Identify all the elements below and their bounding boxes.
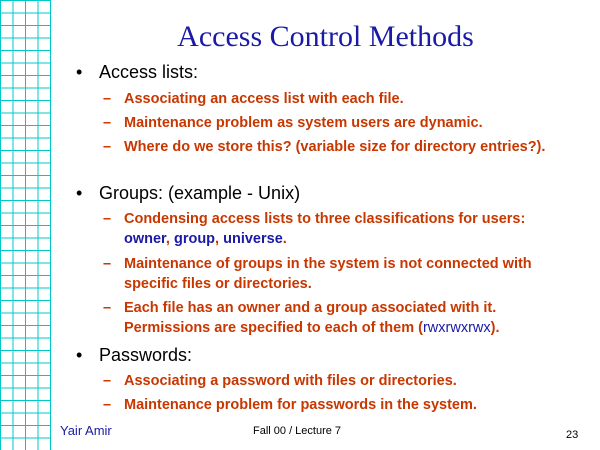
owner-keyword: owner bbox=[124, 230, 166, 247]
dash-icon: – bbox=[103, 211, 112, 227]
group-keyword: group bbox=[173, 230, 216, 247]
bullet-text: Passwords: bbox=[99, 345, 193, 365]
permissions-string: rwxrwxrwx bbox=[422, 319, 491, 336]
dash-icon: – bbox=[103, 256, 112, 272]
footer-lecture: Fall 00 / Lecture 7 bbox=[253, 425, 342, 437]
sub-bullet-text: Maintenance problem as system users are dynamic. bbox=[124, 115, 483, 131]
sub-bullet bbox=[103, 210, 563, 249]
dash-icon: – bbox=[103, 139, 112, 155]
bullet-text: Access lists: bbox=[99, 62, 199, 82]
universe-keyword: universe bbox=[223, 230, 283, 247]
sub-bullet-text: Maintenance of groups in the system is not connected with specific files or directories. bbox=[124, 256, 532, 292]
dash-icon: – bbox=[103, 91, 112, 107]
dash-icon: – bbox=[103, 373, 112, 389]
sub-bullet-text: Where do we store this? (variable size for directory entries?). bbox=[124, 139, 546, 155]
bullet-text: Groups: (example - Unix) bbox=[99, 183, 301, 203]
sub-bullet bbox=[103, 255, 563, 294]
sub-bullet bbox=[103, 114, 563, 134]
page-number: 23 bbox=[566, 429, 579, 441]
sub-bullet-text: Each file has an owner and a group associated with it. Permissions are specified to each of them (rwxrwxrwx). bbox=[124, 300, 500, 336]
slide-title: Access Control Methods bbox=[177, 20, 474, 53]
sub-bullet-text: Condensing access lists to three classifications for users: owner, group, universe. bbox=[124, 211, 526, 247]
sub-bullet bbox=[103, 138, 563, 158]
sub-bullet-text: Maintenance problem for passwords in the system. bbox=[124, 397, 477, 413]
sub-bullet bbox=[103, 372, 563, 392]
footer-author: Yair Amir bbox=[60, 423, 112, 438]
sub-bullet-text: Associating a password with files or directories. bbox=[124, 373, 457, 389]
sub-bullet bbox=[103, 396, 563, 416]
bullet-icon: • bbox=[76, 345, 83, 365]
bullet-icon: • bbox=[76, 183, 83, 203]
sub-bullet bbox=[103, 299, 563, 338]
dash-icon: – bbox=[103, 300, 112, 316]
sub-bullet-text: Associating an access list with each file. bbox=[124, 91, 404, 107]
dash-icon: – bbox=[103, 115, 112, 131]
bullet-icon: • bbox=[76, 62, 83, 82]
dash-icon: – bbox=[103, 397, 112, 413]
sub-bullet bbox=[103, 90, 563, 110]
